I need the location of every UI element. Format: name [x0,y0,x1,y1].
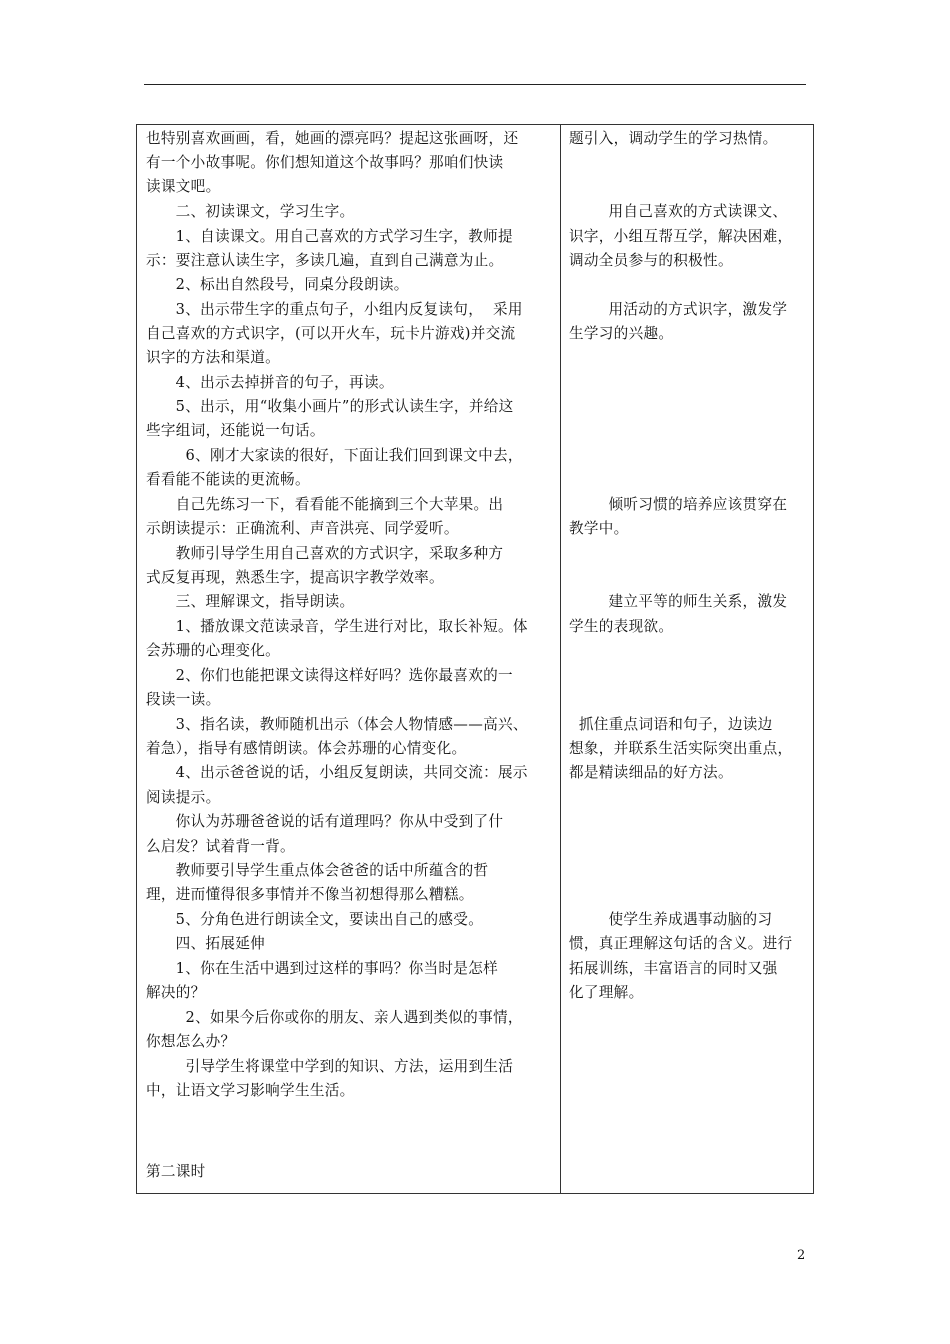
right-column-line: 都是精读细品的好方法。 [569,764,733,781]
right-column-line: 用自己喜欢的方式读课文、 [569,203,788,220]
right-column-line: 题引入，调动学生的学习热情。 [569,130,778,147]
left-column-line: 第二课时 [146,1163,206,1180]
left-column-line: 些字组词，还能说一句话。 [146,422,325,439]
left-column-line: 引导学生将课堂中学到的知识、方法，运用到生活 [146,1058,514,1075]
left-column-line: 3、指名读，教师随机出示（体会人物情感——高兴、 [146,716,528,733]
right-column-line: 生学习的兴趣。 [569,325,674,342]
left-column-line: 式反复再现，熟悉生字，提高识字教学效率。 [146,569,444,586]
left-column-line: 教师要引导学生重点体会爸爸的话中所蕴含的哲 [146,862,489,879]
left-column-line: 4、出示去掉拼音的句子，再读。 [146,374,394,391]
left-column-line: 你想怎么办？ [146,1033,236,1050]
left-column-line: 自己先练习一下，看看能不能摘到三个大苹果。出 [146,496,504,513]
right-column-line: 抓住重点词语和句子，边读边 [569,716,773,733]
left-column-line: 三、理解课文，指导朗读。 [146,593,355,610]
left-column-line: 4、出示爸爸说的话，小组反复朗读，共同交流：展示 [146,764,528,781]
left-column-line: 5、分角色进行朗读全文，要读出自己的感受。 [146,911,484,928]
right-column-line: 调动全员参与的积极性。 [569,252,733,269]
left-column-line: 5、出示，用“收集小画片”的形式认读生字，并给这 [146,398,514,415]
left-column-line: 2、如果今后你或你的朋友、亲人遇到类似的事情， [146,1009,523,1026]
left-column-line: 阅读提示。 [146,789,221,806]
left-column-line: 读课文吧。 [146,178,221,195]
page-number: 2 [797,1248,806,1263]
left-column-line: 教师引导学生用自己喜欢的方式识字，采取多种方 [146,545,504,562]
right-column-line: 用活动的方式识字，激发学 [569,301,788,318]
left-column-line: 1、播放课文范读录音，学生进行对比，取长补短。体 [146,618,528,635]
column-divider [560,125,561,1193]
right-column-line: 化了理解。 [569,984,644,1001]
header-rule [144,84,806,85]
left-column-line: 6、刚才大家读的很好，下面让我们回到课文中去， [146,447,523,464]
right-column-line: 建立平等的师生关系，激发 [569,593,788,610]
left-column-line: 你认为苏珊爸爸说的话有道理吗？你从中受到了什 [146,813,504,830]
left-column-line: 2、你们也能把课文读得这样好吗？选你最喜欢的一 [146,667,513,684]
left-column-line: 示：要注意认读生字，多读几遍，直到自己满意为止。 [146,252,504,269]
right-column-line: 倾听习惯的培养应该贯穿在 [569,496,788,513]
left-column-line: 1、你在生活中遇到过这样的事吗？你当时是怎样 [146,960,498,977]
right-column-line: 惯，真正理解这句话的含义。进行 [569,935,793,952]
left-column-line: 看看能不能读的更流畅。 [146,471,310,488]
left-column-line: 有一个小故事呢。你们想知道这个故事吗？那咱们快读 [146,154,504,171]
left-column-line: 段读一读。 [146,691,221,708]
left-column-line: 识字的方法和渠道。 [146,349,281,366]
right-column-line: 识字，小组互帮互学，解决困难， [569,228,793,245]
left-column-line: 2、标出自然段号，同桌分段朗读。 [146,276,409,293]
left-column-line: 1、自读课文。用自己喜欢的方式学习生字，教师提 [146,228,513,245]
left-column-line: 中，让语文学习影响学生生活。 [146,1082,355,1099]
left-column-line: 会苏珊的心理变化。 [146,642,281,659]
left-column-line: 自己喜欢的方式识字，(可以开火车，玩卡片游戏)并交流 [146,325,516,342]
left-column-line: 理，进而懂得很多事情并不像当初想得那么糟糕。 [146,886,474,903]
right-column-line: 学生的表现欲。 [569,618,674,635]
left-column-line: 着急），指导有感情朗读。体会苏珊的心情变化。 [146,740,467,757]
right-column-line: 教学中。 [569,520,629,537]
left-column-line: 二、初读课文，学习生字。 [146,203,355,220]
left-column-line: 也特别喜欢画画，看，她画的漂亮吗？提起这张画呀，还 [146,130,519,147]
left-column-line: 么启发？试着背一背。 [146,838,295,855]
right-column-line: 拓展训练，丰富语言的同时又强 [569,960,778,977]
left-column-line: 3、出示带生字的重点句子，小组内反复读句， 采用 [146,301,523,318]
left-column-line: 四、拓展延伸 [146,935,265,952]
right-column-line: 想象，并联系生活实际突出重点， [569,740,793,757]
right-column-line: 使学生养成遇事动脑的习 [569,911,773,928]
left-column-line: 示朗读提示：正确流利、声音洪亮、同学爱听。 [146,520,459,537]
lesson-plan-table [136,124,814,1194]
left-column-line: 解决的？ [146,984,206,1001]
